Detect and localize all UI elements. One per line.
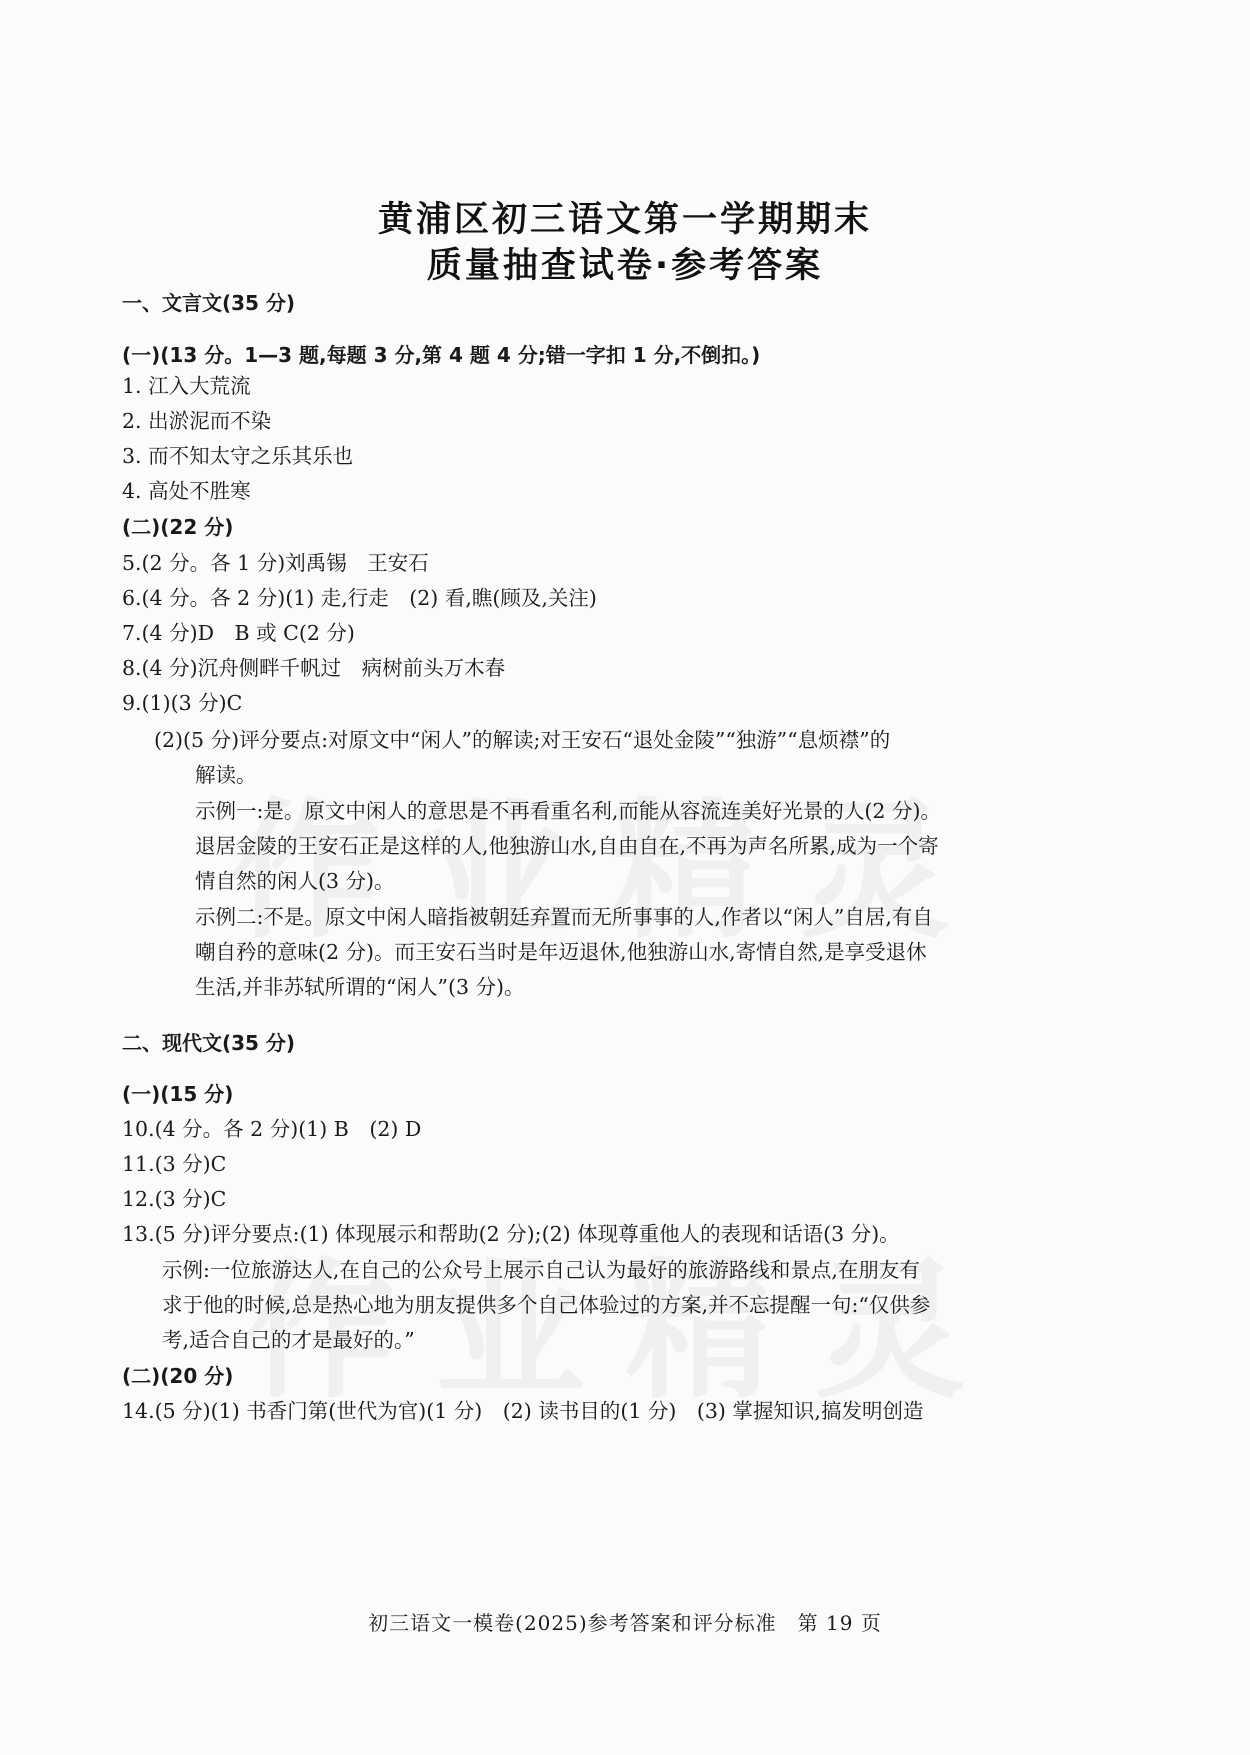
answer-line: 12.(3 分)C	[122, 1187, 227, 1211]
answer-line: 示例二:不是。原文中闲人暗指被朝廷弃置而无所事事的人,作者以“闲人”自居,有自	[195, 905, 933, 929]
answer-line: 3. 而不知太守之乐其乐也	[122, 444, 354, 468]
answer-line: 示例:一位旅游达人,在自己的公众号上展示自己认为最好的旅游路线和景点,在朋友有	[162, 1258, 920, 1282]
page-subtitle: 质量抽查试卷·参考答案	[426, 246, 824, 286]
answer-line: 嘲自矜的意味(2 分)。而王安石当时是年迈退休,他独游山水,寄情自然,是享受退休	[195, 940, 927, 964]
part-heading: (二)(22 分)	[122, 515, 234, 539]
section-heading: 二、现代文(35 分)	[122, 1031, 296, 1055]
answer-line: 8.(4 分)沉舟侧畔千帆过 病树前头万木春	[122, 656, 506, 680]
answer-line: 7.(4 分)D B 或 C(2 分)	[122, 621, 355, 645]
answer-line: 4. 高处不胜寒	[122, 479, 251, 503]
part-heading: (二)(20 分)	[122, 1364, 234, 1388]
answer-line: 情自然的闲人(3 分)。	[195, 869, 395, 893]
answer-line: 10.(4 分。各 2 分)(1) B (2) D	[122, 1117, 422, 1141]
answer-line: 14.(5 分)(1) 书香门第(世代为官)(1 分) (2) 读书目的(1 分) (3) 掌握知识,搞发明创造	[122, 1399, 924, 1423]
answer-line: (2)(5 分)评分要点:对原文中“闲人”的解读;对王安石“退处金陵”“独游”“息烦襟”的	[154, 728, 891, 752]
answer-line: 考,适合自己的才是最好的。”	[162, 1328, 415, 1352]
answer-line: 1. 江入大荒流	[122, 374, 251, 398]
answer-line: 11.(3 分)C	[122, 1152, 227, 1176]
section-heading: 一、文言文(35 分)	[122, 291, 296, 315]
answer-line: 13.(5 分)评分要点:(1) 体现展示和帮助(2 分);(2) 体现尊重他人的表现和话语(3 分)。	[122, 1222, 900, 1246]
answer-line: 5.(2 分。各 1 分)刘禹锡 王安石	[122, 551, 429, 575]
part-heading: (一)(15 分)	[122, 1082, 234, 1106]
answer-line: 解读。	[195, 763, 257, 787]
answer-line: 2. 出淤泥而不染	[122, 409, 272, 433]
answer-line: 生活,并非苏轼所谓的“闲人”(3 分)。	[195, 975, 525, 999]
page-footer: 初三语文一模卷(2025)参考答案和评分标准 第 19 页	[368, 1611, 882, 1635]
answer-line: 9.(1)(3 分)C	[122, 691, 243, 715]
page-title: 黄浦区初三语文第一学期期末	[377, 200, 872, 240]
answer-line: 求于他的时候,总是热心地为朋友提供多个自己体验过的方案,并不忘提醒一句:“仅供参	[162, 1293, 931, 1317]
part-heading: (一)(13 分。1—3 题,每题 3 分,第 4 题 4 分;错一字扣 1 分,不倒扣。)	[122, 343, 761, 367]
answer-line: 6.(4 分。各 2 分)(1) 走,行走 (2) 看,瞧(顾及,关注)	[122, 586, 597, 610]
answer-line: 示例一:是。原文中闲人的意思是不再看重名利,而能从容流连美好光景的人(2 分)。	[195, 799, 941, 823]
answer-line: 退居金陵的王安石正是这样的人,他独游山水,自由自在,不再为声名所累,成为一个寄	[195, 834, 939, 858]
